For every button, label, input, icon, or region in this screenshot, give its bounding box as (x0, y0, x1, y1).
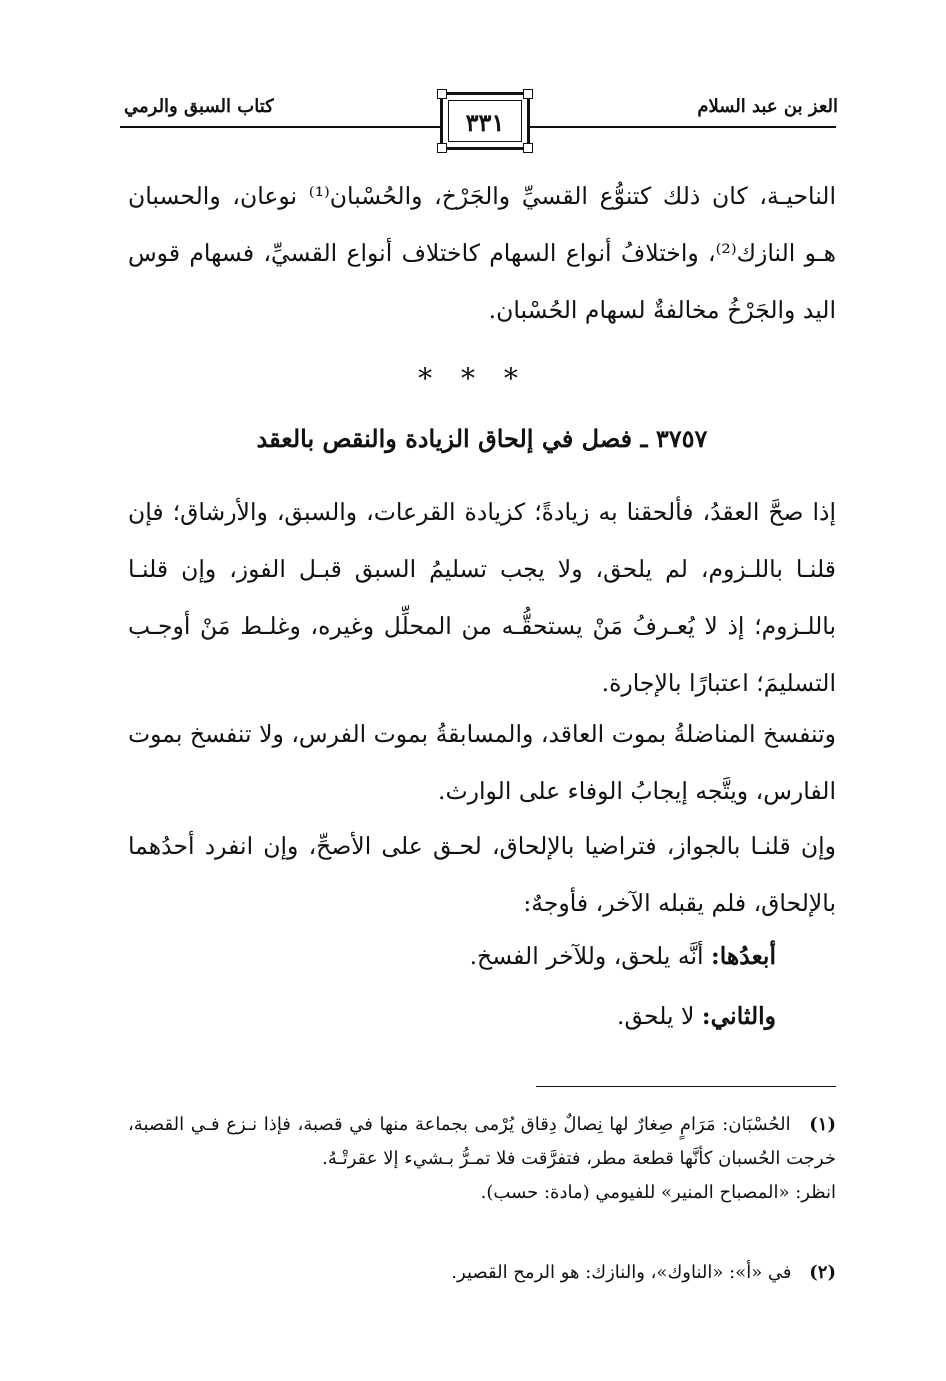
body-paragraph-3: وتنفسخ المناضلةُ بموت العاقد، والمسابقةُ بموت الفرس، ولا تنفسخ بموت الفارس، ويتَّجه إيجابُ الوفاء على الوارث. (128, 720, 836, 805)
section-separator: * * * (418, 362, 528, 395)
option-first-label: أبعدُها: (711, 942, 776, 970)
footnote-rule (536, 1086, 836, 1087)
footnote-2 (128, 1256, 836, 1290)
option-second (617, 1002, 776, 1030)
footnote-1-text: الحُسْبَان: مَرَامٍ صِغارٌ لها نِصالٌ دِقاق يُرْمى بجماعة منها في قصبة، فإذا نـزع فـي القصبة، خرجت الحُسبان كأنَّها قطعة مطر، فتفرَّقت فلا تمـرُّ بـشيء إلا عقرتْـهُ. (128, 1114, 836, 1169)
footnote-1-number: (١) (809, 1114, 836, 1135)
page-number-frame (440, 92, 530, 150)
footnote-2-number: (٢) (809, 1262, 836, 1283)
option-second-label: والثاني: (701, 1002, 776, 1030)
footnote-1-source: انظر: «المصباح المنير» للفيومي (مادة: حسب). (480, 1182, 836, 1203)
frame-ornament (523, 143, 533, 153)
header-rule-right (530, 126, 836, 128)
option-first (470, 942, 776, 970)
footnote-1 (128, 1108, 836, 1210)
body-paragraph-2: إذا صحَّ العقدُ، فألحقنا به زيادةً؛ كزيادة القرعات، والسبق، والأرشاق؛ فإن قلنـا باللـزوم، لم يلحق، ولا يجب تسليمُ السبق قبـل الفوز، وإن قلنـا باللـزوم؛ إذ لا يُعـرفُ مَنْ يستحقُّـه من المحلِّل وغيره، وغلـط مَنْ أوجـب التسليمَ؛ اعتبارًا بالإجارة. (128, 498, 836, 697)
option-first-text: أنَّه يلحق، وللآخر الفسخ. (469, 942, 704, 970)
option-second-text: لا يلحق. (616, 1002, 695, 1030)
running-header-title: كتاب السبق والرمي (124, 96, 274, 117)
running-header-author: العز بن عبد السلام (697, 96, 838, 117)
body-paragraph-1: الناحيـة، كان ذلك كتنوُّع القسيِّ والجَرْخ، والحُسْبان⁽¹⁾ نوعان، والحسبان هـو النازك⁽²⁾، واختلافُ أنواع السهام كاختلاف أنواع القسيِّ، فسهام قوس اليد والجَرْخُ مخالفةٌ لسهام الحُسْبان. (128, 182, 836, 324)
frame-ornament (523, 89, 533, 99)
header-rule-left (120, 126, 440, 128)
page-number: ٣٣١ (465, 108, 505, 137)
frame-ornament (437, 143, 447, 153)
footnote-2-text: في «أ»: «الناوك»، والنازك: هو الرمح القصير. (451, 1262, 792, 1283)
frame-ornament (437, 89, 447, 99)
body-paragraph-4: وإن قلنـا بالجواز، فتراضيا بالإلحاق، لحـق على الأصحِّ، وإن انفرد أحدُهما بالإلحاق، فلم يقبله الآخر، فأوجهٌ: (128, 832, 836, 917)
section-heading: ٣٧٥٧ ـ فصل في إلحاق الزيادة والنقص بالعقد (256, 424, 708, 453)
